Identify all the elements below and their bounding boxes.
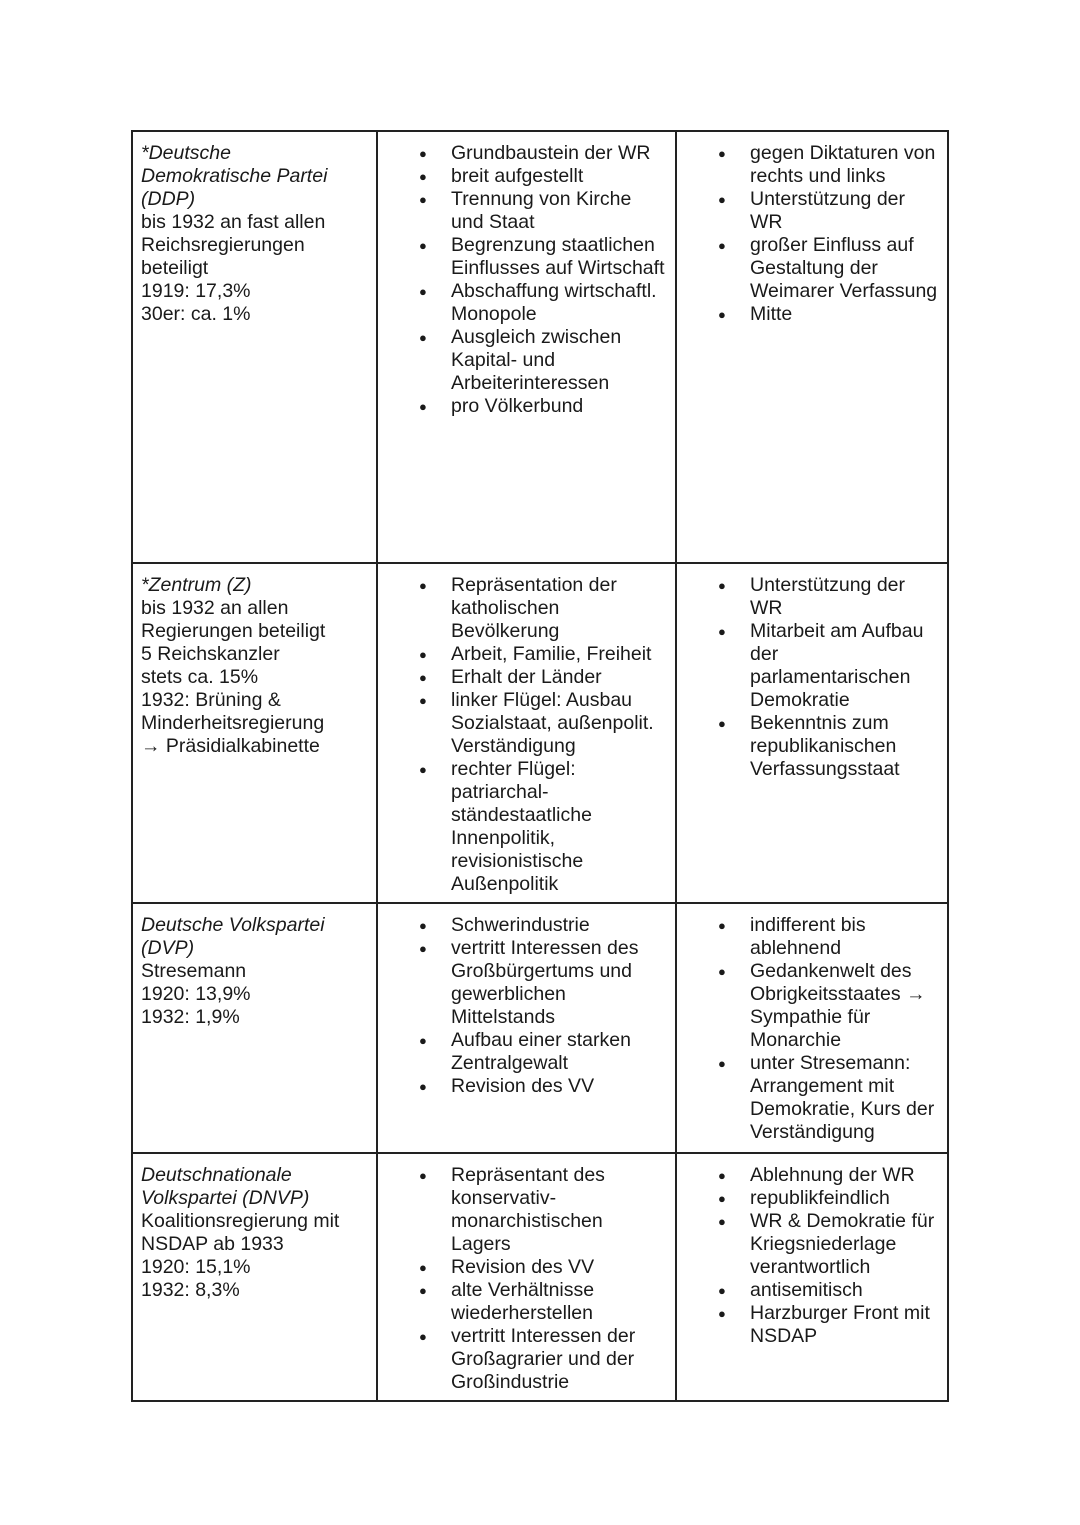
table-row [132,1153,948,1401]
list-item: ● Mitarbeit am Aufbau der parlamentarischen Demokratie [685,620,939,712]
list-item: ● Erhalt der Länder [386,666,667,689]
list-item: ● indifferent bis ablehnend [685,914,939,960]
party-cell [132,563,377,903]
list-item: ● Gedankenwelt des Obrigkeitsstaates → Sympathie für Monarchie [685,960,939,1052]
party-info-line: 5 Reichskanzler [141,643,280,665]
stance-cell [676,563,948,903]
list-item: ● Repräsentation der katholischen Bevölkerung [386,574,667,643]
party-info-line: Reichsregierungen [141,234,305,256]
list-item: ● vertritt Interessen der Großagrarier und der Großindustrie [386,1325,667,1394]
goals-cell [377,1153,676,1401]
list-item: ● großer Einfluss auf Gestaltung der Weimarer Verfassung [685,234,939,303]
list-item: ● Schwerindustrie [386,914,667,937]
list-item: ● WR & Demokratie für Kriegsniederlage verantwortlich [685,1210,939,1279]
list-item: ● gegen Diktaturen von rechts und links [685,142,939,188]
party-name-line: Deutsche Volkspartei [141,914,325,936]
party-name-line: (DDP) [141,188,196,210]
party-info-line: Stresemann [141,960,247,982]
party-info-line: bis 1932 an fast allen [141,211,326,233]
goals-cell [377,903,676,1153]
goals-cell [377,131,676,563]
stance-list [685,914,939,1144]
stance-list [685,574,939,781]
list-item: ● Abschaffung wirtschaftl. Monopole [386,280,667,326]
party-info-line: NSDAP ab 1933 [141,1233,284,1255]
party-table [131,130,949,1402]
list-item: ● Mitte [685,303,939,326]
party-info-line: 1920: 13,9% [141,983,251,1005]
party-info-line: 30er: ca. 1% [141,303,251,325]
list-item: ● unter Stresemann: Arrangement mit Demokratie, Kurs der Verständigung [685,1052,939,1144]
party-name-line: *Deutsche [141,142,231,164]
party-info-line: bis 1932 an allen [141,597,289,619]
list-item: ● Ausgleich zwischen Kapital- und Arbeiterinteressen [386,326,667,395]
stance-cell [676,903,948,1153]
goals-list [386,1164,667,1394]
list-item: ● Aufbau einer starken Zentralgewalt [386,1029,667,1075]
party-cell [132,1153,377,1401]
list-item: ● Arbeit, Familie, Freiheit [386,643,667,666]
party-info-line: Regierungen beteiligt [141,620,326,642]
stance-cell [676,131,948,563]
party-name-line: (DVP) [141,937,195,959]
stance-list [685,142,939,326]
goals-cell [377,563,676,903]
party-name-line: Demokratische Partei [141,165,328,187]
list-item: ● Revision des VV [386,1075,667,1098]
stance-cell [676,1153,948,1401]
party-cell [132,131,377,563]
stance-list [685,1164,939,1348]
party-info-line: Koalitionsregierung mit [141,1210,340,1232]
list-item: ● Begrenzung staatlichen Einflusses auf Wirtschaft [386,234,667,280]
list-item: ● Ablehnung der WR [685,1164,939,1187]
party-name-line: *Zentrum (Z) [141,574,252,596]
list-item: ● Unterstützung der WR [685,574,939,620]
list-item: ● linker Flügel: Ausbau Sozialstaat, außenpolit. Verständigung [386,689,667,758]
goals-list [386,574,667,896]
list-item: ● Repräsentant des konservativ-monarchistischen Lagers [386,1164,667,1256]
table-row [132,563,948,903]
table-row [132,131,948,563]
party-info-line: beteiligt [141,257,209,279]
table-body [132,131,948,1401]
list-item: ● rechter Flügel: patriarchal-ständestaatliche Innenpolitik, revisionistische Außenpolitik [386,758,667,896]
party-info-line: → Präsidialkabinette [141,735,320,757]
party-info-line: 1932: 1,9% [141,1006,240,1028]
party-name-line: Deutschnationale [141,1164,292,1186]
list-item: ● pro Völkerbund [386,395,667,418]
list-item: ● Revision des VV [386,1256,667,1279]
goals-list [386,142,667,418]
list-item: ● Harzburger Front mit NSDAP [685,1302,939,1348]
list-item: ● Unterstützung der WR [685,188,939,234]
party-info-line: 1920: 15,1% [141,1256,251,1278]
list-item: ● alte Verhältnisse wiederherstellen [386,1279,667,1325]
list-item: ● republikfeindlich [685,1187,939,1210]
party-info-line: stets ca. 15% [141,666,259,688]
list-item: ● Bekenntnis zum republikanischen Verfassungsstaat [685,712,939,781]
party-cell [132,903,377,1153]
party-info-line: Minderheitsregierung [141,712,325,734]
list-item: ● antisemitisch [685,1279,939,1302]
table-row [132,903,948,1153]
list-item: ● vertritt Interessen des Großbürgertums und gewerblichen Mittelstands [386,937,667,1029]
list-item: ● Trennung von Kirche und Staat [386,188,667,234]
list-item: ● Grundbaustein der WR [386,142,667,165]
party-info-line: 1932: 8,3% [141,1279,240,1301]
party-info-line: 1919: 17,3% [141,280,251,302]
party-name-line: Volkspartei (DNVP) [141,1187,310,1209]
goals-list [386,914,667,1098]
list-item: ● breit aufgestellt [386,165,667,188]
party-info-line: 1932: Brüning & [141,689,281,711]
